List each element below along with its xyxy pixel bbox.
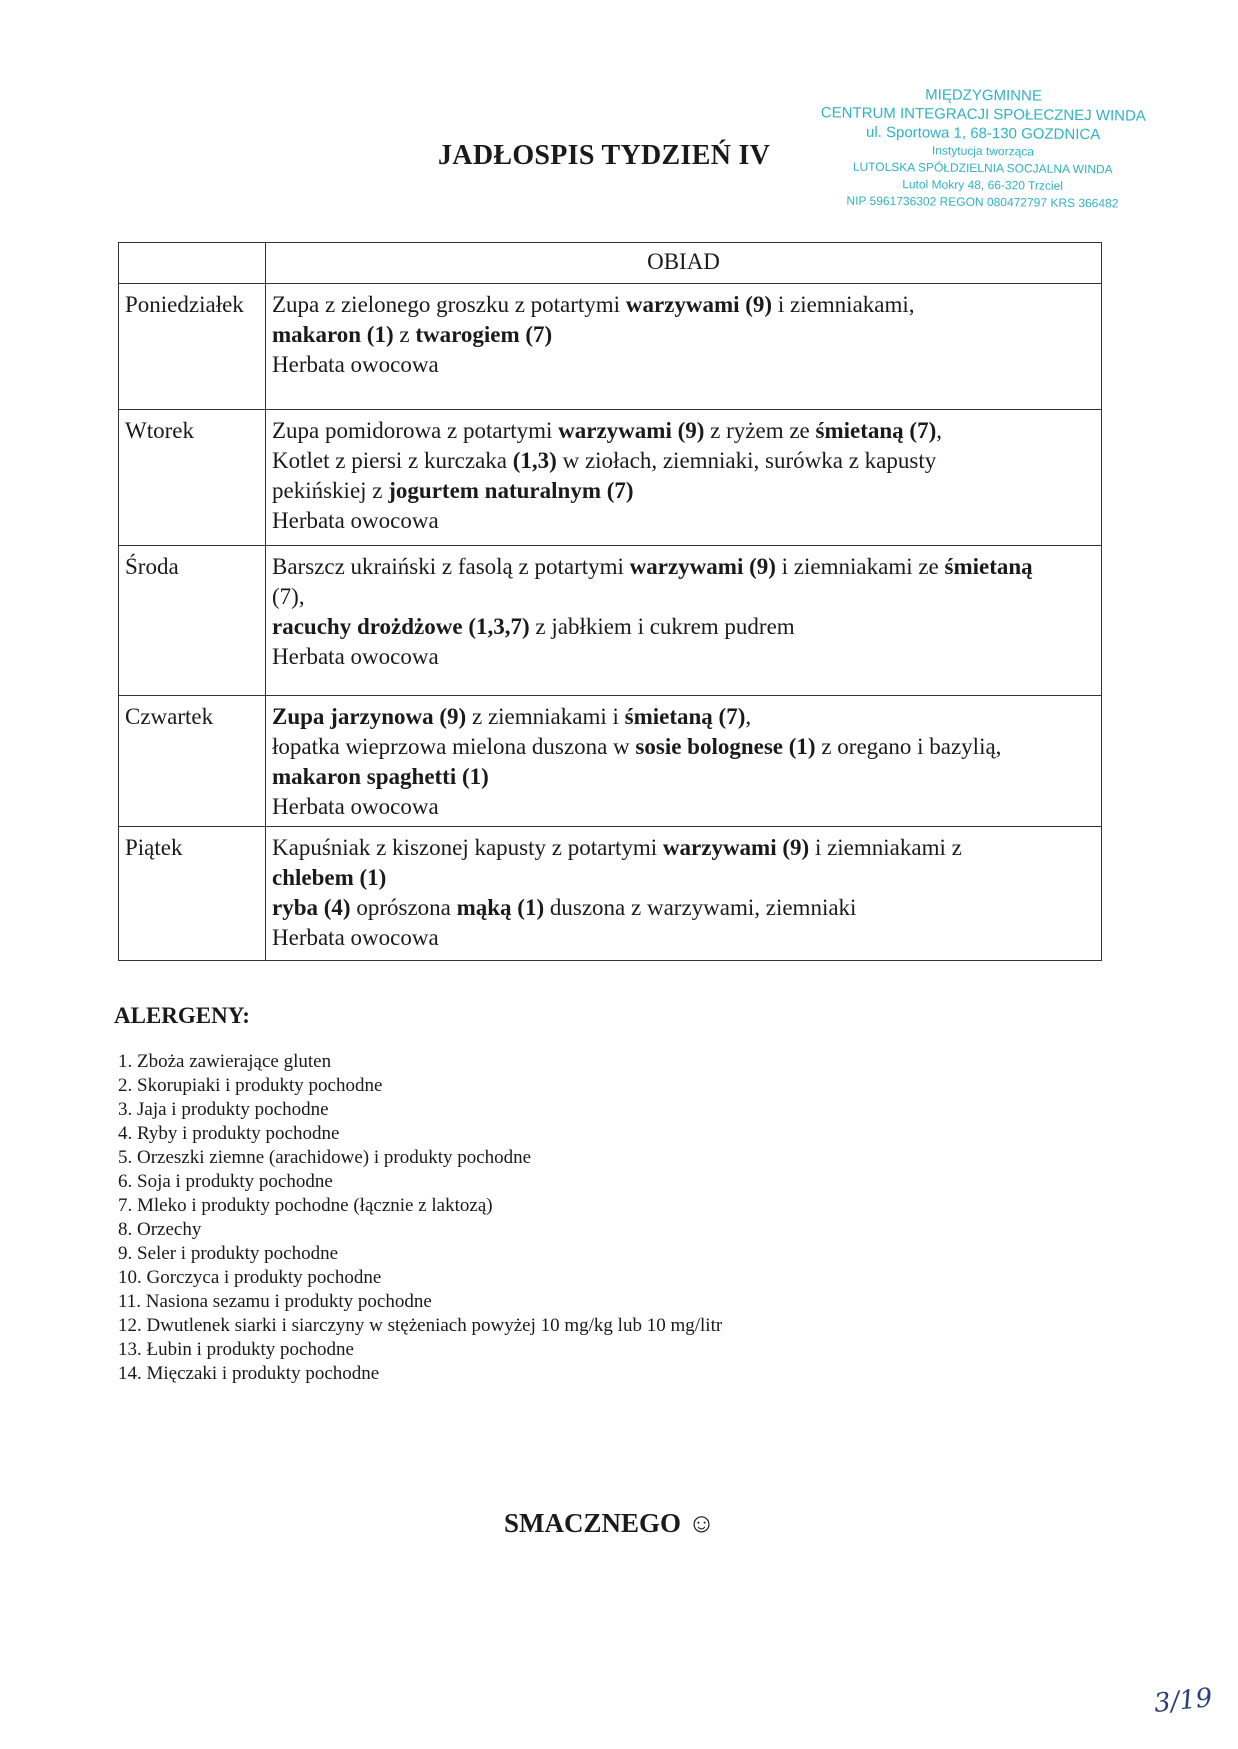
day-cell: Piątek — [119, 827, 266, 961]
organization-stamp — [807, 84, 1158, 213]
list-item: 3. Jaja i produkty pochodne — [118, 1099, 329, 1120]
dish-line: pekińskiej z jogurtem naturalnym (7) — [272, 478, 634, 503]
list-item: 10. Gorczyca i produkty pochodne — [118, 1267, 382, 1288]
closing-text: SMACZNEGO ☺ — [504, 1508, 716, 1538]
dishes-cell — [266, 284, 1102, 410]
list-item: 2. Skorupiaki i produkty pochodne — [118, 1075, 383, 1096]
dish-line: racuchy drożdżowe (1,3,7) z jabłkiem i cukrem pudrem — [272, 614, 795, 639]
handwritten-page-number: 3/19 — [1152, 1683, 1214, 1719]
dishes-cell — [266, 546, 1102, 696]
page-title: JADŁOSPIS TYDZIEŃ IV — [438, 140, 771, 171]
menu-table — [118, 242, 1102, 961]
dish-line: Zupa pomidorowa z potartymi warzywami (9) z ryżem ze śmietaną (7), — [272, 418, 942, 443]
dish-line: Herbata owocowa — [272, 352, 439, 377]
dish-line: makaron (1) z twarogiem (7) — [272, 322, 553, 347]
stamp-line: NIP 5961736302 REGON 080472797 KRS 366482 — [846, 193, 1119, 211]
dish-line: Kapuśniak z kiszonej kapusty z potartymi warzywami (9) i ziemniakami z — [272, 835, 962, 860]
dish-line: Herbata owocowa — [272, 644, 439, 669]
day-cell: Wtorek — [119, 410, 266, 546]
dish-line: łopatka wieprzowa mielona duszona w sosie bolognese (1) z oregano i bazylią, — [272, 734, 1002, 759]
stamp-line: LUTOLSKA SPÓŁDZIELNIA SOCJALNA WINDA — [852, 159, 1113, 177]
stamp-line: ul. Sportowa 1, 68-130 GOZDNICA — [865, 123, 1101, 144]
allergens-heading: ALERGENY: — [114, 1003, 250, 1028]
list-item: 12. Dwutlenek siarki i siarczyny w stężeniach powyżej 10 mg/kg lub 10 mg/litr — [118, 1315, 723, 1336]
list-item: 6. Soja i produkty pochodne — [118, 1171, 333, 1192]
dish-line: makaron spaghetti (1) — [272, 764, 489, 789]
list-item: 13. Łubin i produkty pochodne — [118, 1339, 354, 1360]
dish-line: Kotlet z piersi z kurczaka (1,3) w ziołach, ziemniaki, surówka z kapusty — [272, 448, 937, 473]
allergens-list — [118, 1050, 722, 1386]
day-cell: Środa — [119, 546, 266, 696]
list-item: 1. Zboża zawierające gluten — [118, 1051, 332, 1072]
menu-header-cell: OBIAD — [266, 243, 1102, 284]
dish-line: chlebem (1) — [272, 865, 387, 890]
list-item: 4. Ryby i produkty pochodne — [118, 1123, 340, 1144]
list-item: 11. Nasiona sezamu i produkty pochodne — [118, 1291, 432, 1312]
list-item: 14. Mięczaki i produkty pochodne — [118, 1363, 380, 1384]
dish-line: ryba (4) oprószona mąką (1) duszona z warzywami, ziemniaki — [272, 895, 857, 920]
day-cell: Poniedziałek — [119, 284, 266, 410]
day-cell: Czwartek — [119, 696, 266, 827]
dish-line: Barszcz ukraiński z fasolą z potartymi warzywami (9) i ziemniakami ze śmietaną — [272, 554, 1033, 579]
dish-line: Herbata owocowa — [272, 925, 439, 950]
stamp-line: Lutol Mokry 48, 66-320 Trzciel — [902, 177, 1064, 193]
table-row — [119, 546, 1102, 696]
table-row — [119, 696, 1102, 827]
table-row — [119, 284, 1102, 410]
dishes-cell — [266, 410, 1102, 546]
list-item: 5. Orzeszki ziemne (arachidowe) i produkty pochodne — [118, 1147, 532, 1168]
dishes-cell — [266, 696, 1102, 827]
menu-header-row — [119, 243, 1102, 284]
list-item: 9. Seler i produkty pochodne — [118, 1243, 339, 1264]
list-item: 7. Mleko i produkty pochodne (łącznie z laktozą) — [118, 1195, 493, 1216]
list-item: 8. Orzechy — [118, 1219, 202, 1240]
dish-line: (7), — [272, 584, 305, 609]
dish-line: Zupa jarzynowa (9) z ziemniakami i śmietaną (7), — [272, 704, 752, 729]
table-row — [119, 827, 1102, 961]
dish-line: Zupa z zielonego groszku z potartymi warzywami (9) i ziemniakami, — [272, 292, 915, 317]
dishes-cell — [266, 827, 1102, 961]
stamp-line: MIĘDZYGMINNE — [925, 86, 1042, 105]
stamp-line: Instytucja tworząca — [931, 143, 1035, 159]
menu-header-empty-cell — [119, 243, 266, 284]
table-row — [119, 410, 1102, 546]
dish-line: Herbata owocowa — [272, 508, 439, 533]
stamp-line: CENTRUM INTEGRACJI SPOŁECZNEJ WINDA — [820, 104, 1146, 125]
dish-line: Herbata owocowa — [272, 794, 439, 819]
